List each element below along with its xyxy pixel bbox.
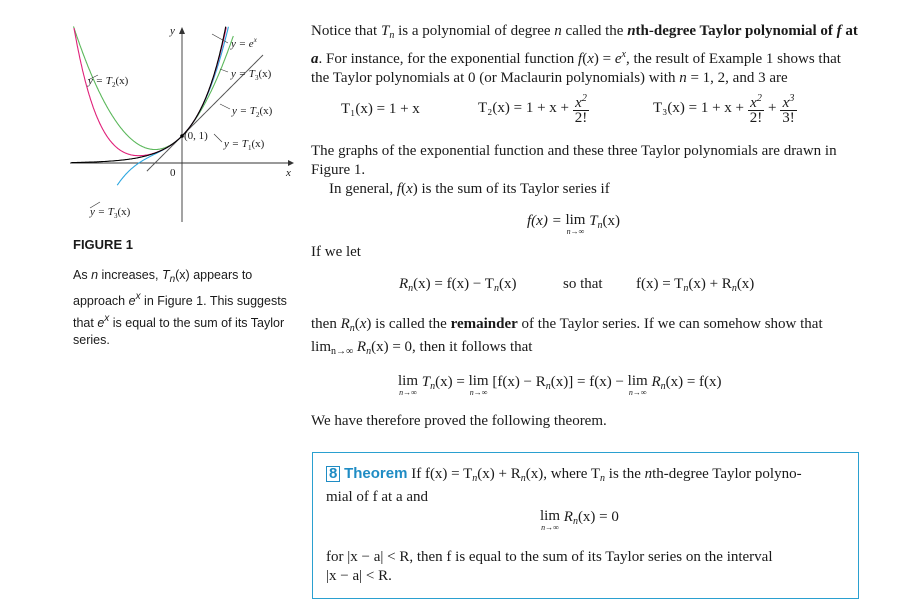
leader-T3-top <box>220 69 228 72</box>
figure-caption: As n increases, $T_n(x)$ appears to approach $e^x$ in Figure 1. This suggests that $e^x$ is equal to the sum of its Taylor series. <box>73 268 287 347</box>
eq-T2: T₂(x) = 1 + x + $\frac{x^2}{2!}$ <box>478 93 588 126</box>
if-we-let: If we let <box>311 244 361 260</box>
theorem-limit: lim n→∞ $R_n(x) = 0$ <box>540 508 619 532</box>
figure-1-graph <box>60 22 310 222</box>
eq-chain: lim n→∞ $T_n(x) = \lim$ n→∞ $[f(x) - R_n(x)] = f(x) - \lim$ n→∞ $R_n(x) = f(x)$ <box>398 373 722 397</box>
eq-f-equals: $f(x) = T_n(x) + R_n(x)$ <box>636 276 755 294</box>
label-y-ex: $y = e^x$ <box>231 36 257 50</box>
y-axis-arrow <box>179 27 185 34</box>
point-label: (0, 1) <box>184 130 208 142</box>
eq-remainder: $R_n(x) = f(x) - T_n(x)$ <box>399 276 517 294</box>
axis-label-y: y <box>170 25 175 37</box>
label-y-T3-bottom: $y = T_3(x)$ <box>90 206 131 220</box>
theorem-text-1: 8 Theorem If $f(x) = T_n(x) + R_n(x)$, where $T_n$ is the nth-degree Taylor polyno- mial of f at a and <box>326 465 802 505</box>
eq-so-that: so that <box>563 276 603 292</box>
x-axis-arrow <box>288 160 294 166</box>
theorem-box <box>312 452 859 599</box>
paragraph-remainder: then $R_n(x)$ is called the remainder of the Taylor series. If we can somehow show that $\lim_{n\to\infty} R_n(x) = 0$, then it follows that <box>311 316 823 357</box>
eq-limit: f(x) = lim n→∞ $T_n(x)$ <box>527 212 621 236</box>
paragraph-taylor-intro: Notice that $T_n$ is a polynomial of degree n called the nth-degree Taylor polynomial of f at a. For instance, for the exponential function $f(x) = e^x$, the result of Example 1 shows that the Taylor polynomials at 0 (or Maclaurin polynomials) with n = 1, 2, and 3 are <box>311 23 858 86</box>
conclusion-text: We have therefore proved the following theorem. <box>311 413 607 429</box>
eq-T1: T₁(x) = 1 + x <box>341 101 420 117</box>
axis-label-x: x <box>286 167 291 179</box>
theorem-title: Theorem <box>344 465 408 482</box>
label-y-T2-left: $y = T_2(x)$ <box>88 75 129 89</box>
eq-T3: T₃(x) = 1 + x + $\frac{x^2}{2!}$ + $\frac{x^3}{3!}$ <box>653 93 795 126</box>
label-y-T3-top: $y = T_3(x)$ <box>231 68 272 82</box>
label-y-T1: $y = T_1(x)$ <box>224 138 265 152</box>
label-y-T2-right: $y = T_2(x)$ <box>232 105 273 119</box>
theorem-text-2: for |x − a| < R, then f is equal to the sum of its Taylor series on the interval |x − a| < R. <box>326 549 773 584</box>
curve-exp <box>71 27 225 163</box>
paragraph-graphs: The graphs of the exponential function and these three Taylor polynomials are drawn in Figure 1. In general, f(x) is the sum of its Taylor series if <box>311 143 837 197</box>
leader-T1 <box>214 134 222 142</box>
theorem-number: 8 <box>326 466 340 482</box>
origin-label: 0 <box>170 167 176 179</box>
leader-T2-right <box>220 104 230 109</box>
figure-label: FIGURE 1 <box>73 237 133 252</box>
